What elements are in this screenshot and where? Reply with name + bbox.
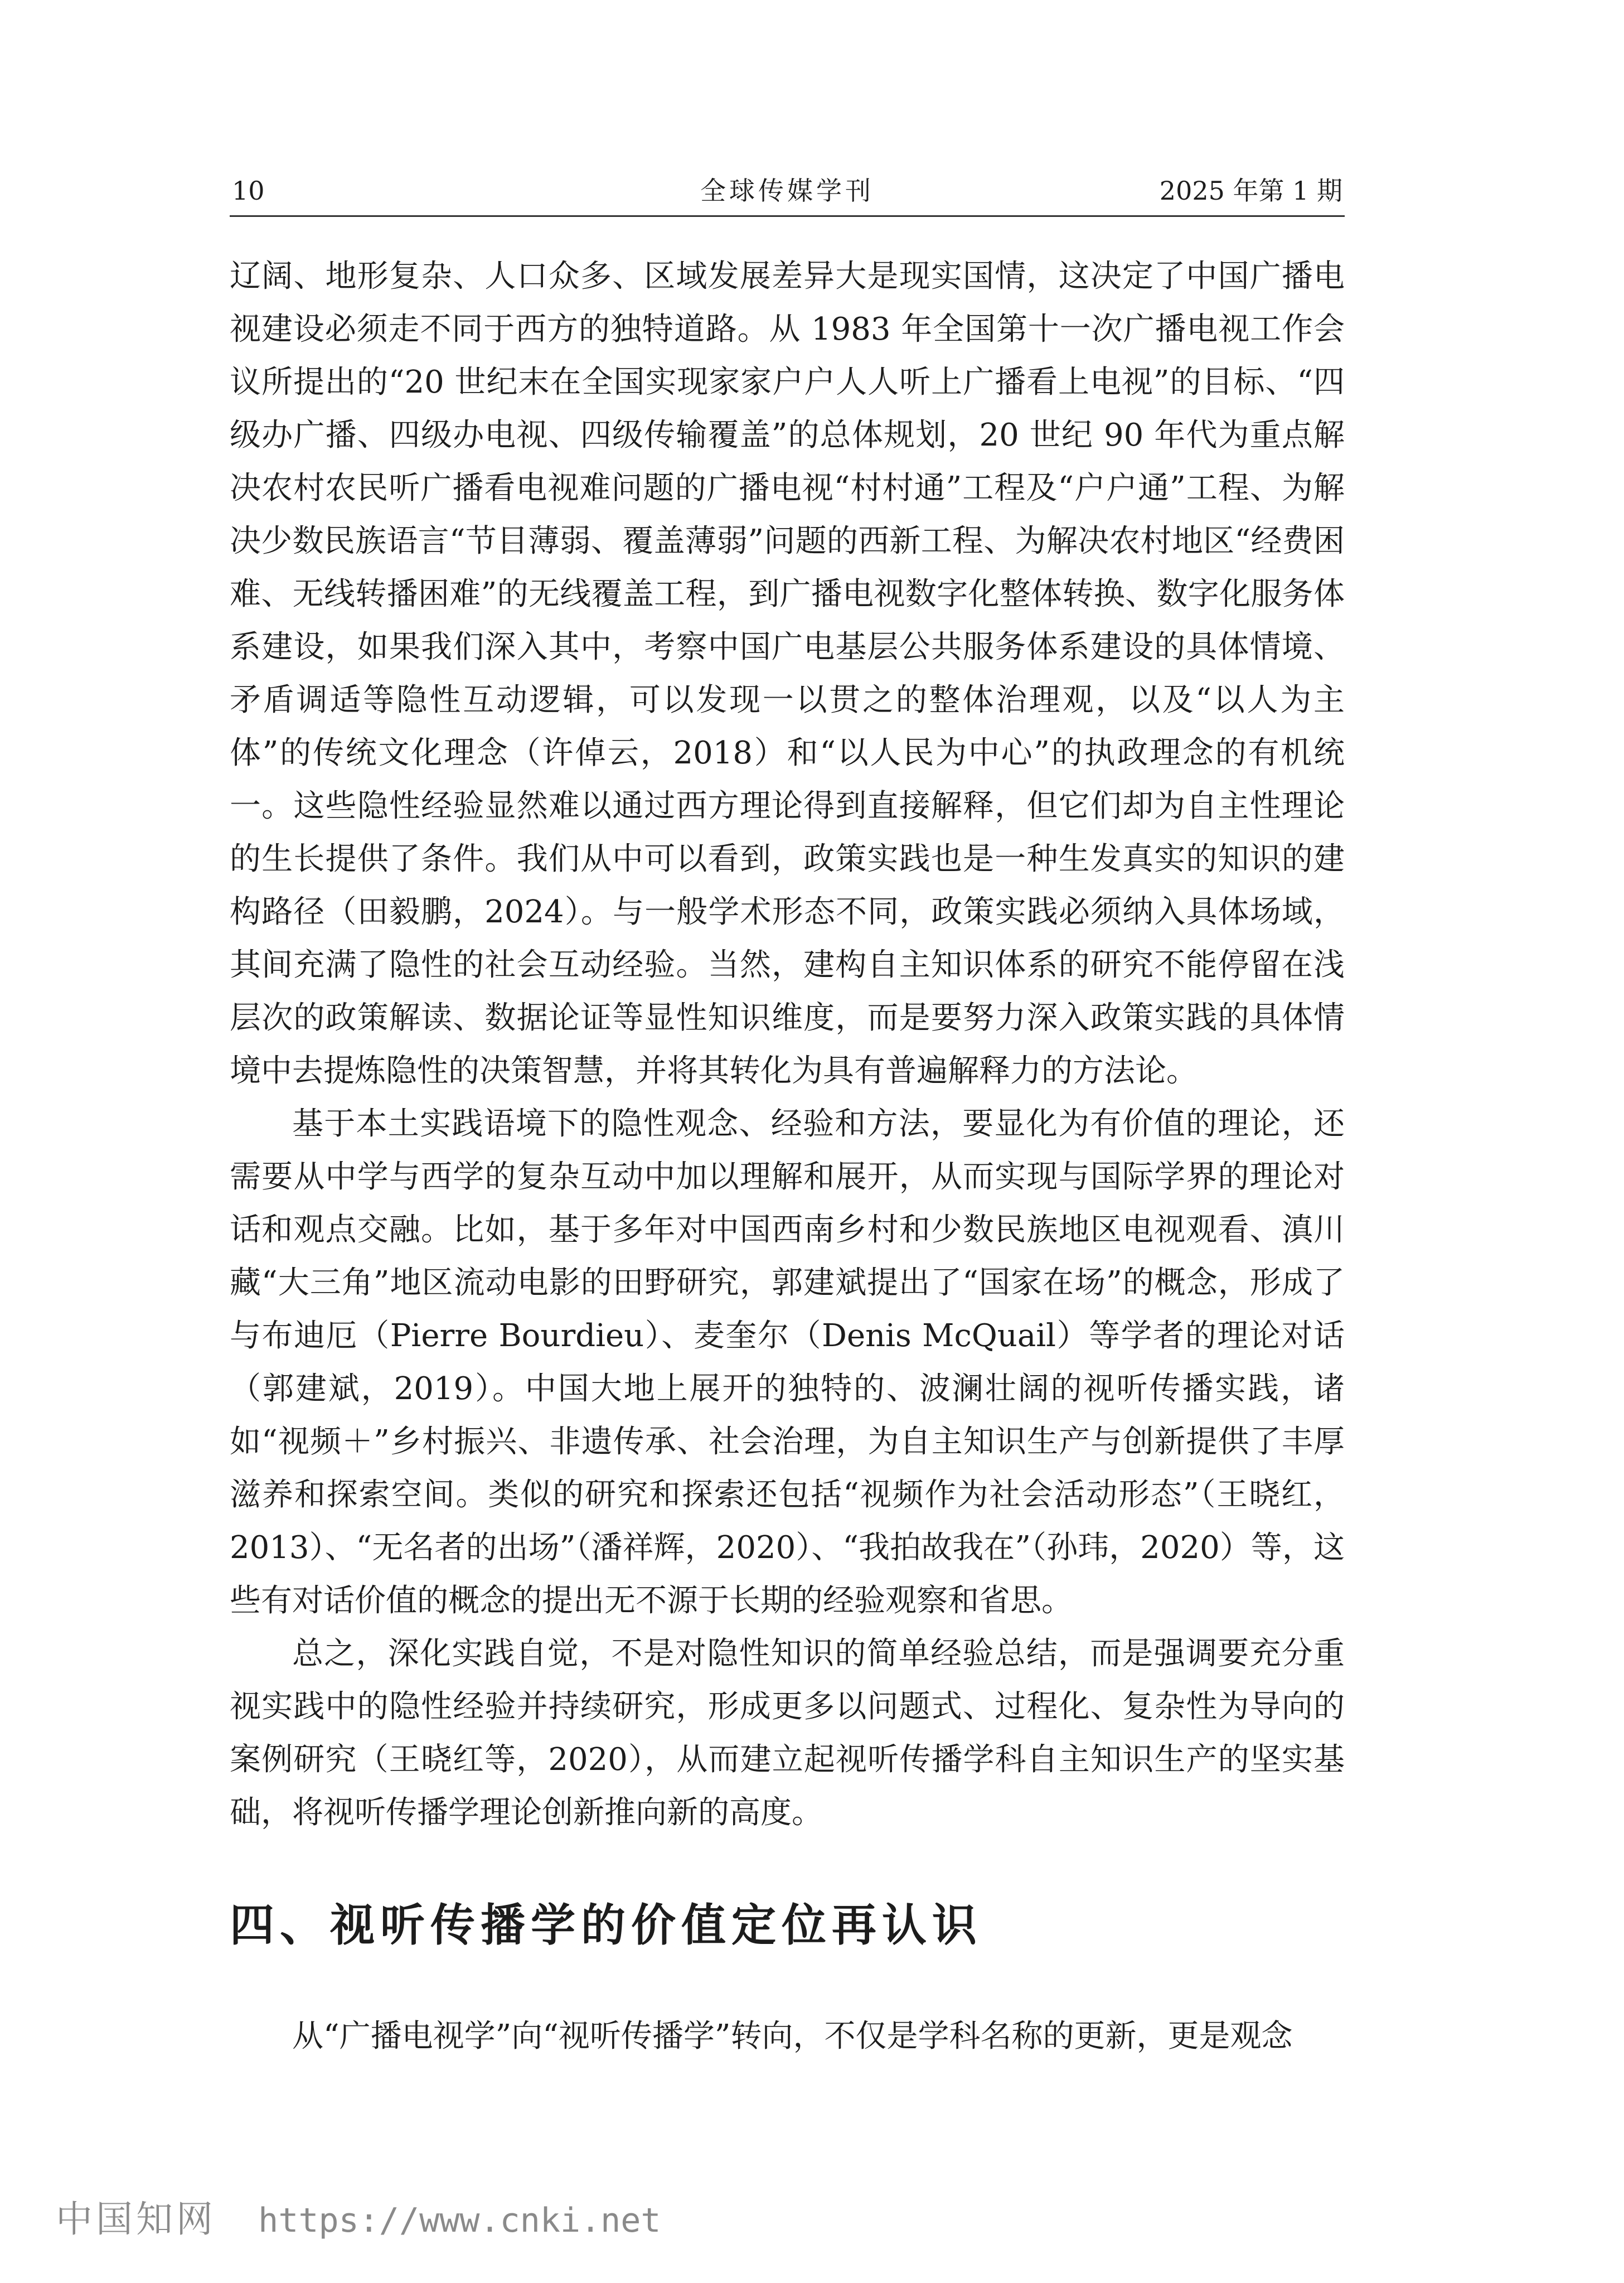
paragraph-2: 基于本土实践语境下的隐性观念、经验和方法，要显化为有价值的理论，还需要从中学与西学的复杂互动中加以理解和展开，从而实现与国际学界的理论对话和观点交融。比如，基于多年对中国西南乡村和少数民族地区电视观看、滇川藏“大三角”地区流动电影的田野研究，郭建斌提出了“国家在场”的概念，形成了与布迪厄（Pierre Bourdieu）、麦奎尔（Denis McQuail）等学者的理论对话（郭建斌，2019）。中国大地上展开的独特的、波澜壮阔的视听传播实践，诸如“视频＋”乡村振兴、非遗传承、社会治理，为自主知识生产与创新提供了丰厚滋养和探索空间。类似的研究和探索还包括“视频作为社会活动形态”（王晓红，2013）、“无名者的出场”（潘祥辉，2020）、“我拍故我在”（孙玮，2020）等，这些有对话价值的概念的提出无不源于长期的经验观察和省思。 — [230, 1106, 1345, 1619]
section-body — [230, 2010, 1345, 2063]
section-heading: 四、视听传播学的价值定位再认识 — [230, 1899, 982, 1951]
running-header — [230, 172, 1345, 217]
paragraph-1: 辽阔、地形复杂、人口众多、区域发展差异大是现实国情，这决定了中国广播电视建设必须走不同于西方的独特道路。从 1983 年全国第十一次广播电视工作会议所提出的“20 世纪末在全国实现家家户户人人听上广播看上电视”的目标、“四级办广播、四级办电视、四级传输覆盖”的总体规划，20 世纪 90 年代为重点解决农村农民听广播看电视难问题的广播电视“村村通”工程及“户户通”工程、为解决少数民族语言“节目薄弱、覆盖薄弱”问题的西新工程、为解决农村地区“经费困难、无线转播困难”的无线覆盖工程，到广播电视数字化整体转换、数字化服务体系建设，如果我们深入其中，考察中国广电基层公共服务体系建设的具体情境、矛盾调适等隐性互动逻辑，可以发现一以贯之的整体治理观，以及“以人为主体”的传统文化理念（许倬云，2018）和“以人民为中心”的执政理念的有机统一。这些隐性经验显然难以通过西方理论得到直接解释，但它们却为自主性理论的生长提供了条件。我们从中可以看到，政策实践也是一种生发真实的知识的建构路径（田毅鹏，2024）。与一般学术形态不同，政策实践必须纳入具体场域，其间充满了隐性的社会互动经验。当然，建构自主知识体系的研究不能停留在浅层次的政策解读、数据论证等显性知识维度，而是要努力深入政策实践的具体情境中去提炼隐性的决策智慧，并将其转化为具有普遍解释力的方法论。 — [230, 258, 1345, 1089]
paragraph-3: 总之，深化实践自觉，不是对隐性知识的简单经验总结，而是强调要充分重视实践中的隐性经验并持续研究，形成更多以问题式、过程化、复杂性为导向的案例研究（王晓红等，2020），从而建立起视听传播学科自主知识生产的坚实基础，将视听传播学理论创新推向新的高度。 — [230, 1636, 1345, 1831]
issue-label: 2025 年第 1 期 — [1159, 176, 1342, 206]
page-number: 10 — [232, 176, 265, 206]
body-text — [230, 250, 1345, 1839]
section-first-line: 从“广播电视学”向“视听传播学”转向，不仅是学科名称的更新，更是观念 — [292, 2018, 1293, 2054]
cnki-watermark — [56, 2189, 661, 2240]
journal-name: 全球传媒学刊 — [700, 176, 874, 206]
cnki-logo: 中国知网 — [56, 2198, 216, 2241]
cnki-url[interactable]: https://www.cnki.net — [258, 2201, 661, 2240]
